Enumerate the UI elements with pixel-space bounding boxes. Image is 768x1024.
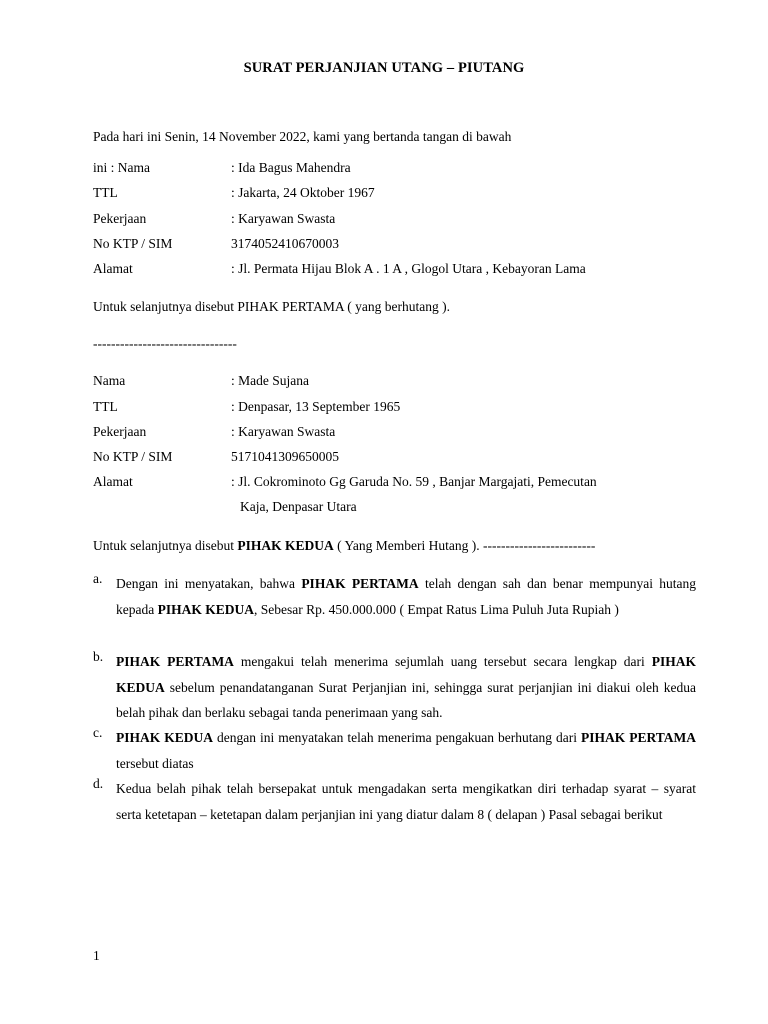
item-text: Kedua belah pihak telah bersepakat untuk mengadakan serta mengikatkan diri terhadap syarat – syarat serta ketetapan – ketetapan dalam perjanjian ini yang diatur dalam 8 ( delapan ) Pasal sebagai berikut — [116, 781, 696, 822]
list-item-c — [93, 725, 696, 776]
party2-label: No KTP / SIM — [93, 449, 173, 464]
separator-line: -------------------------------- — [93, 336, 237, 351]
item-bold-text: PIHAK KEDUA — [157, 601, 254, 617]
list-item-b — [93, 649, 696, 726]
party2-value: 5171041309650005 — [231, 449, 339, 464]
list-item-body — [116, 725, 696, 776]
party2-value: : Made Sujana — [231, 373, 309, 388]
list-item-body — [116, 571, 696, 622]
item-text: telah dengan sah dan benar mempunyai hutang kepada — [116, 576, 696, 617]
party2-row-nama — [93, 373, 309, 389]
closing-text: ( Yang Memberi Hutang ). ------------------------- — [333, 538, 596, 553]
party1-row-pekerjaan — [93, 211, 335, 227]
party1-label: Alamat — [93, 261, 133, 276]
item-bold-text: PIHAK PERTAMA — [116, 654, 234, 669]
item-text: , Sebesar Rp. 450.000.000 ( Empat Ratus Lima Puluh Juta Rupiah ) — [254, 601, 619, 617]
party2-label: Alamat — [93, 474, 133, 489]
party2-value: : Jl. Cokrominoto Gg Garuda No. 59 , Banjar Margajati, Pemecutan — [231, 474, 597, 489]
party1-row-nama — [93, 160, 351, 176]
party1-value: : Ida Bagus Mahendra — [231, 160, 351, 175]
party2-closing — [93, 538, 595, 554]
item-bold-text: PIHAK PERTAMA — [580, 730, 696, 745]
list-marker: a. — [93, 571, 103, 586]
list-marker: c. — [93, 725, 103, 740]
item-text: sebelum penandatanganan Surat Perjanjian ini, sehingga surat perjanjian ini diakui oleh kedua belah pihak dan berlaku sebagai tanda penerimaan yang sah. — [116, 679, 696, 720]
list-marker: b. — [93, 649, 104, 664]
list-marker: d. — [93, 776, 104, 791]
party1-row-ktp — [93, 236, 339, 252]
item-bold-text: PIHAK KEDUA — [116, 654, 696, 695]
item-text: Dengan ini menyatakan, bahwa — [116, 576, 302, 591]
party1-value: : Jakarta, 24 Oktober 1967 — [231, 185, 375, 200]
item-bold-text: PIHAK KEDUA — [116, 730, 213, 745]
party1-closing: Untuk selanjutnya disebut PIHAK PERTAMA ( yang berhutang ). — [93, 299, 450, 314]
party1-value: : Karyawan Swasta — [231, 211, 336, 226]
party1-label: Pekerjaan — [93, 211, 147, 226]
list-item-body — [116, 649, 696, 726]
closing-bold-text: PIHAK KEDUA — [237, 538, 334, 553]
party2-label: TTL — [93, 399, 118, 414]
closing-text: Untuk selanjutnya disebut — [93, 538, 238, 553]
party1-row-alamat — [93, 261, 586, 277]
item-text: mengakui telah menerima sejumlah uang tersebut secara lengkap dari — [233, 654, 652, 669]
party1-value: : Jl. Permata Hijau Blok A . 1 A , Glogol Utara , Kebayoran Lama — [231, 261, 586, 276]
item-bold-text: PIHAK PERTAMA — [301, 576, 419, 591]
party1-label: TTL — [93, 185, 118, 200]
list-item-a — [93, 571, 696, 622]
party2-address-continuation: Kaja, Denpasar Utara — [240, 499, 357, 514]
party2-label: Pekerjaan — [93, 424, 147, 439]
party2-row-ttl — [93, 399, 400, 415]
list-item-d — [93, 776, 696, 827]
intro-paragraph: Pada hari ini Senin, 14 November 2022, kami yang bertanda tangan di bawah — [93, 129, 512, 144]
party2-label: Nama — [93, 373, 126, 388]
party1-label: No KTP / SIM — [93, 236, 173, 251]
party2-row-ktp — [93, 449, 339, 465]
party1-label: ini : Nama — [93, 160, 150, 175]
party2-value: : Karyawan Swasta — [231, 424, 336, 439]
page-number: 1 — [93, 948, 100, 963]
item-text: tersebut diatas — [116, 755, 194, 771]
item-text: dengan ini menyatakan telah menerima pengakuan berhutang dari — [213, 730, 581, 745]
party2-row-pekerjaan — [93, 424, 335, 440]
document-title: SURAT PERJANJIAN UTANG – PIUTANG — [243, 60, 525, 76]
party2-row-alamat — [93, 474, 597, 490]
party1-row-ttl — [93, 185, 375, 201]
list-item-body — [116, 776, 696, 827]
party2-value: : Denpasar, 13 September 1965 — [231, 399, 401, 414]
party1-value: 3174052410670003 — [231, 236, 339, 251]
